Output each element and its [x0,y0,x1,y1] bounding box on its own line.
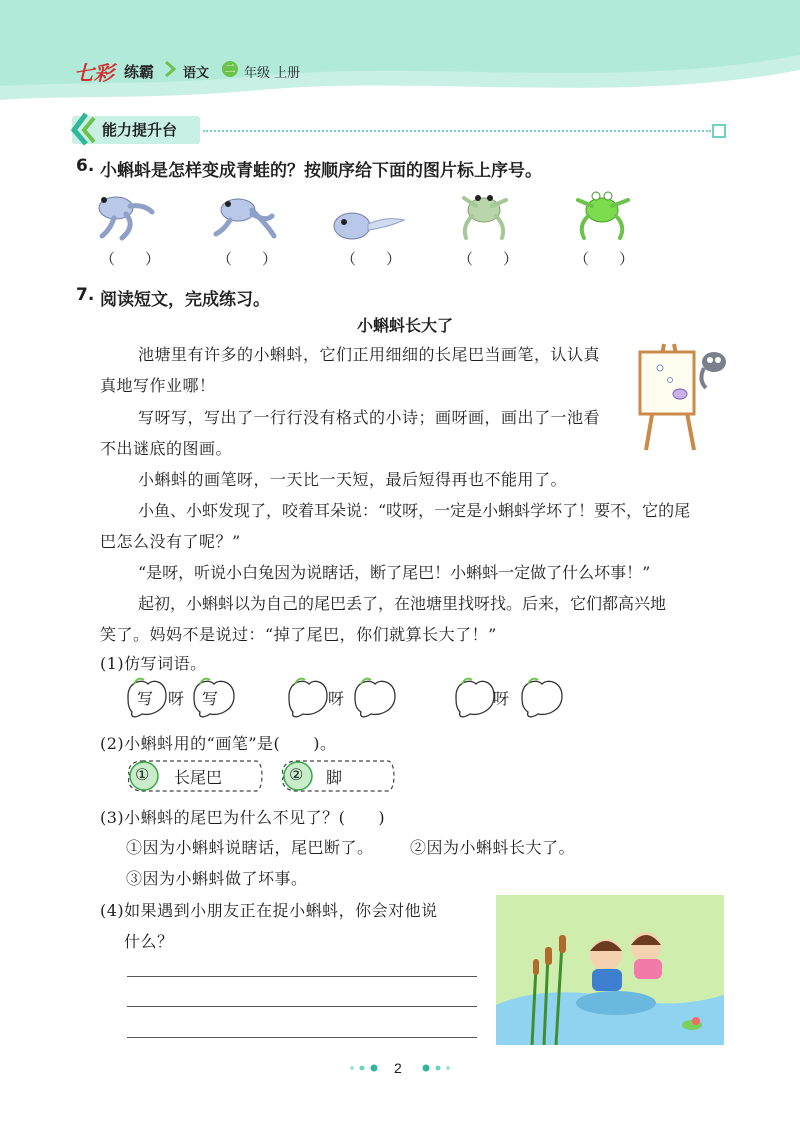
subject-label: 语文 [183,66,210,81]
story-line-4: 不出谜底的图画。 [100,439,233,458]
option-2-number[interactable]: ② [289,765,304,784]
story-title: 小蝌蚪长大了 [357,316,454,335]
story-line-8: “是呀，听说小白兔因为说瞎话，断了尾巴！小蝌蚪一定做了什么坏事！” [138,563,651,582]
sub-question-3-option-1: ①因为小蝌蚪说瞎话，尾巴断了。 [126,838,374,857]
answer-line-2[interactable] [127,1006,477,1007]
sub-question-3-option-3: ③因为小蝌蚪做了坏事。 [126,869,308,888]
blank-1-connector: 呀 [328,689,345,708]
sub-question-3-label: (3)小蝌蚪的尾巴为什么不见了？( ) [100,808,386,827]
frog-stage-2-image [208,186,282,244]
brand-logo-main: 七彩 [74,61,114,85]
chevron-right-icon [163,60,177,78]
section-divider [203,130,711,132]
story-line-7: 巴怎么没有了呢？” [100,532,241,551]
section-leaf-icon [70,112,98,146]
q6-answer-blank-1[interactable]: （ ） [100,250,161,268]
story-line-2: 真地写作业哪！ [100,376,216,395]
blank-2-connector: 呀 [493,689,510,708]
frog-stage-1-image [92,186,156,244]
sub-question-2-label: (2)小蝌蚪用的“画笔”是( )。 [100,734,337,753]
example-connector: 呀 [168,689,185,708]
q7-text: 阅读短文，完成练习。 [100,290,270,310]
brand-logo-sub: 练霸 [124,63,155,81]
header-banner [0,0,800,110]
footer-dots-right [416,1063,452,1073]
story-line-5: 小蝌蚪的画笔呀，一天比一天短，最后短得再也不能用了。 [138,470,568,489]
example-word-a: 写 [137,689,154,708]
story-line-10: 笑了。妈妈不是说过：“掉了尾巴，你们就算长大了！” [100,625,497,644]
section-end-square [712,124,726,138]
story-line-6: 小鱼、小虾发现了，咬着耳朵说：“哎呀，一定是小蝌蚪学坏了！要不，它的尾 [138,501,691,520]
option-2-text[interactable]: 脚 [326,768,343,787]
q6-answer-blank-5[interactable]: （ ） [574,250,635,268]
easel-tadpole-illustration [634,334,726,452]
pond-children-illustration [496,895,724,1045]
example-word-b: 写 [202,689,219,708]
sub-question-4-label-line-2: 什么？ [124,932,174,951]
q6-text: 小蝌蚪是怎样变成青蛙的？按顺序给下面的图片标上序号。 [100,161,542,181]
q6-number: 6. [76,156,95,176]
q6-answer-blank-4[interactable]: （ ） [458,250,519,268]
story-line-9: 起初，小蝌蚪以为自己的尾巴丢了，在池塘里找呀找。后来，它们都高兴地 [138,594,667,613]
q7-number: 7. [76,285,95,305]
story-line-3: 写呀写，写出了一行行没有格式的小诗；画呀画，画出了一池看 [138,408,601,427]
option-1-number[interactable]: ① [135,765,150,784]
footer-dots-left [348,1063,384,1073]
story-line-1: 池塘里有许多的小蝌蚪，它们正用细细的长尾巴当画笔，认认真 [138,345,601,364]
frog-stage-5-image [572,184,634,244]
q6-answer-blank-2[interactable]: （ ） [217,250,278,268]
section-title: 能力提升台 [102,121,178,139]
page-number: 2 [394,1060,402,1076]
frog-stage-4-image [456,186,516,244]
option-1-text[interactable]: 长尾巴 [174,768,223,787]
frog-stage-3-image [330,204,406,244]
grade-label: 年级 上册 [244,66,301,81]
sub-question-4-label-line-1: (4)如果遇到小朋友正在捉小蝌蚪，你会对他说 [100,901,438,920]
q6-answer-blank-3[interactable]: （ ） [341,250,402,268]
sub-question-1-label: (1)仿写词语。 [100,654,207,673]
sub-question-3-option-2: ②因为小蝌蚪长大了。 [410,838,576,857]
answer-line-1[interactable] [127,976,477,977]
grade-badge: 二 [222,61,238,77]
answer-line-3[interactable] [127,1037,477,1038]
